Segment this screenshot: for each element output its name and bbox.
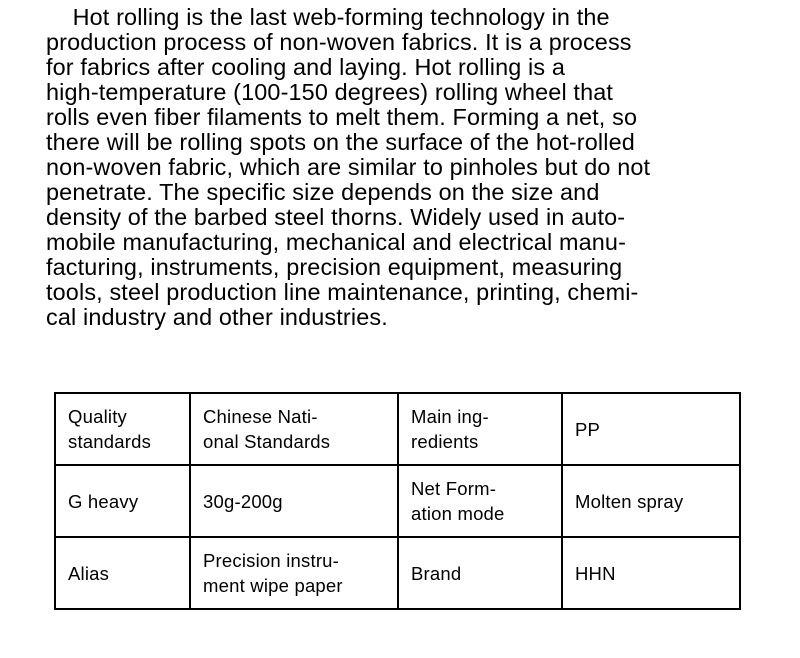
paragraph-line: density of the barbed steel thorns. Widely used in auto- [46, 204, 626, 230]
weight-value-cell [190, 465, 398, 537]
alias-value-cell [190, 537, 398, 609]
cell-text: standards [68, 431, 152, 452]
paragraph-line: there will be rolling spots on the surface of the hot-rolled [46, 129, 635, 155]
paragraph-line: non-woven fabric, which are similar to pinholes but do not [46, 154, 651, 180]
cell-text: Main ing- [411, 406, 489, 427]
table-row [55, 465, 740, 537]
main-ingredients-value-cell [562, 393, 740, 465]
cell-text: redients [411, 431, 479, 452]
paragraph-line: mobile manufacturing, mechanical and electrical manu- [46, 229, 627, 255]
cell-text: ation mode [411, 503, 505, 524]
paragraph-line: for fabrics after cooling and laying. Hot rolling is a [46, 54, 566, 80]
table-row [55, 393, 740, 465]
paragraph-line: Hot rolling is the last web-forming technology in the [46, 4, 610, 30]
paragraph-line: rolls even fiber filaments to melt them. Forming a net, so [46, 104, 638, 130]
net-formation-label-cell [398, 465, 562, 537]
quality-standards-label-cell [55, 393, 190, 465]
paragraph-line: high-temperature (100-150 degrees) rolling wheel that [46, 79, 614, 105]
cell-text: onal Standards [203, 431, 331, 452]
cell-text: Brand [411, 562, 462, 584]
cell-text: Alias [68, 562, 110, 584]
cell-text: 30g-200g [203, 490, 283, 512]
paragraph-line: facturing, instruments, precision equipment, measuring [46, 254, 623, 280]
description-paragraph [46, 5, 766, 330]
paragraph-line: penetrate. The specific size depends on the size and [46, 179, 600, 205]
alias-label-cell [55, 537, 190, 609]
brand-label-cell [398, 537, 562, 609]
cell-text: Precision instru- [203, 550, 340, 571]
cell-text: G heavy [68, 490, 139, 512]
brand-value-cell [562, 537, 740, 609]
quality-standards-value-cell [190, 393, 398, 465]
cell-text: ment wipe paper [203, 575, 343, 596]
cell-text: Net Form- [411, 478, 497, 499]
cell-text: HHN [575, 562, 616, 584]
cell-text: Quality [68, 406, 127, 427]
paragraph-line: production process of non-woven fabrics. It is a process [46, 29, 632, 55]
cell-text: PP [575, 418, 601, 440]
table-row [55, 537, 740, 609]
weight-label-cell [55, 465, 190, 537]
cell-text: Molten spray [575, 490, 684, 512]
paragraph-line: tools, steel production line maintenance, printing, chemi- [46, 279, 639, 305]
cell-text: Chinese Nati- [203, 406, 318, 427]
main-ingredients-label-cell [398, 393, 562, 465]
spec-table [54, 392, 741, 610]
net-formation-value-cell [562, 465, 740, 537]
paragraph-line: cal industry and other industries. [46, 304, 388, 330]
